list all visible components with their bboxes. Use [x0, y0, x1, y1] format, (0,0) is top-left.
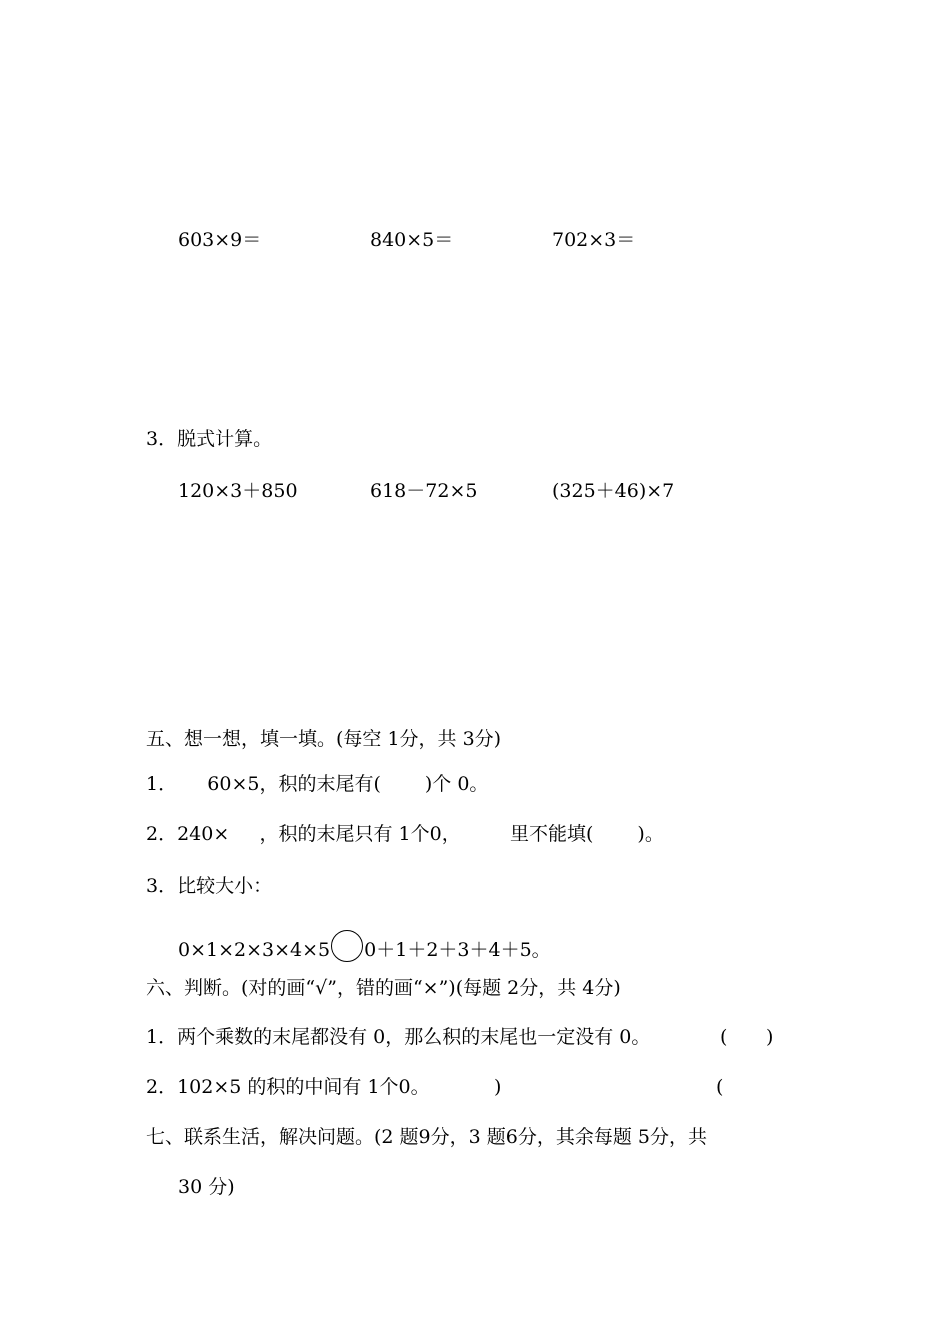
section6-title: 六、判断。(对的画“√”，错的画“×”)(每题 2分，共 4分) [146, 977, 621, 999]
section5-item1-text: 1． 60×5，积的末尾有( [146, 773, 381, 795]
section5-item2-right [510, 822, 664, 846]
q3-expr-b: 618－72×5 [370, 480, 478, 502]
compare-right: 0＋1＋2＋3＋4＋5。 [364, 939, 551, 961]
section6-item1-paren-open[interactable]: ( [720, 1026, 728, 1048]
section5-item3-title: 3．比较大小： [146, 875, 273, 897]
section7-title-line1: 七、联系生活，解决问题。(2 题9分，3 题6分，其余每题 5分，共 [146, 1126, 707, 1148]
section6-item2-paren-close[interactable]: ) [494, 1076, 502, 1098]
q3-expr-c: (325＋46)×7 [552, 480, 675, 502]
compare-left: 0×1×2×3×4×5 [178, 939, 331, 961]
calc-702x3: 702×3＝ [552, 229, 636, 251]
q3-expr-a: 120×3＋850 [178, 480, 298, 502]
section5-title: 五、想一想，填一填。(每空 1分，共 3分) [146, 728, 502, 750]
section5-item2 [146, 822, 461, 846]
section5-item2-tail: )。 [637, 823, 664, 845]
compare-circle[interactable] [331, 930, 363, 962]
section5-item2-text: 2．240× ，积的末尾只有 1个0， [146, 823, 461, 845]
section6-item1-paren-close[interactable]: ) [766, 1026, 774, 1048]
section7-title-line2: 30 分) [178, 1176, 235, 1198]
section6-item2: 2．102×5 的积的中间有 1个0。 [146, 1076, 430, 1098]
section6-item1: 1．两个乘数的末尾都没有 0，那么积的末尾也一定没有 0。 [146, 1026, 651, 1048]
section5-item1-tail: )个 0。 [424, 773, 489, 795]
calc-603x9: 603×9＝ [178, 229, 262, 251]
section6-item2-paren-open[interactable]: ( [716, 1076, 724, 1098]
calc-840x5: 840×5＝ [370, 229, 454, 251]
section5-item3-compare [178, 930, 551, 962]
q3-title: 3．脱式计算。 [146, 428, 273, 450]
section5-item1 [146, 772, 488, 796]
section5-item2-mid: 里不能填( [510, 823, 594, 845]
